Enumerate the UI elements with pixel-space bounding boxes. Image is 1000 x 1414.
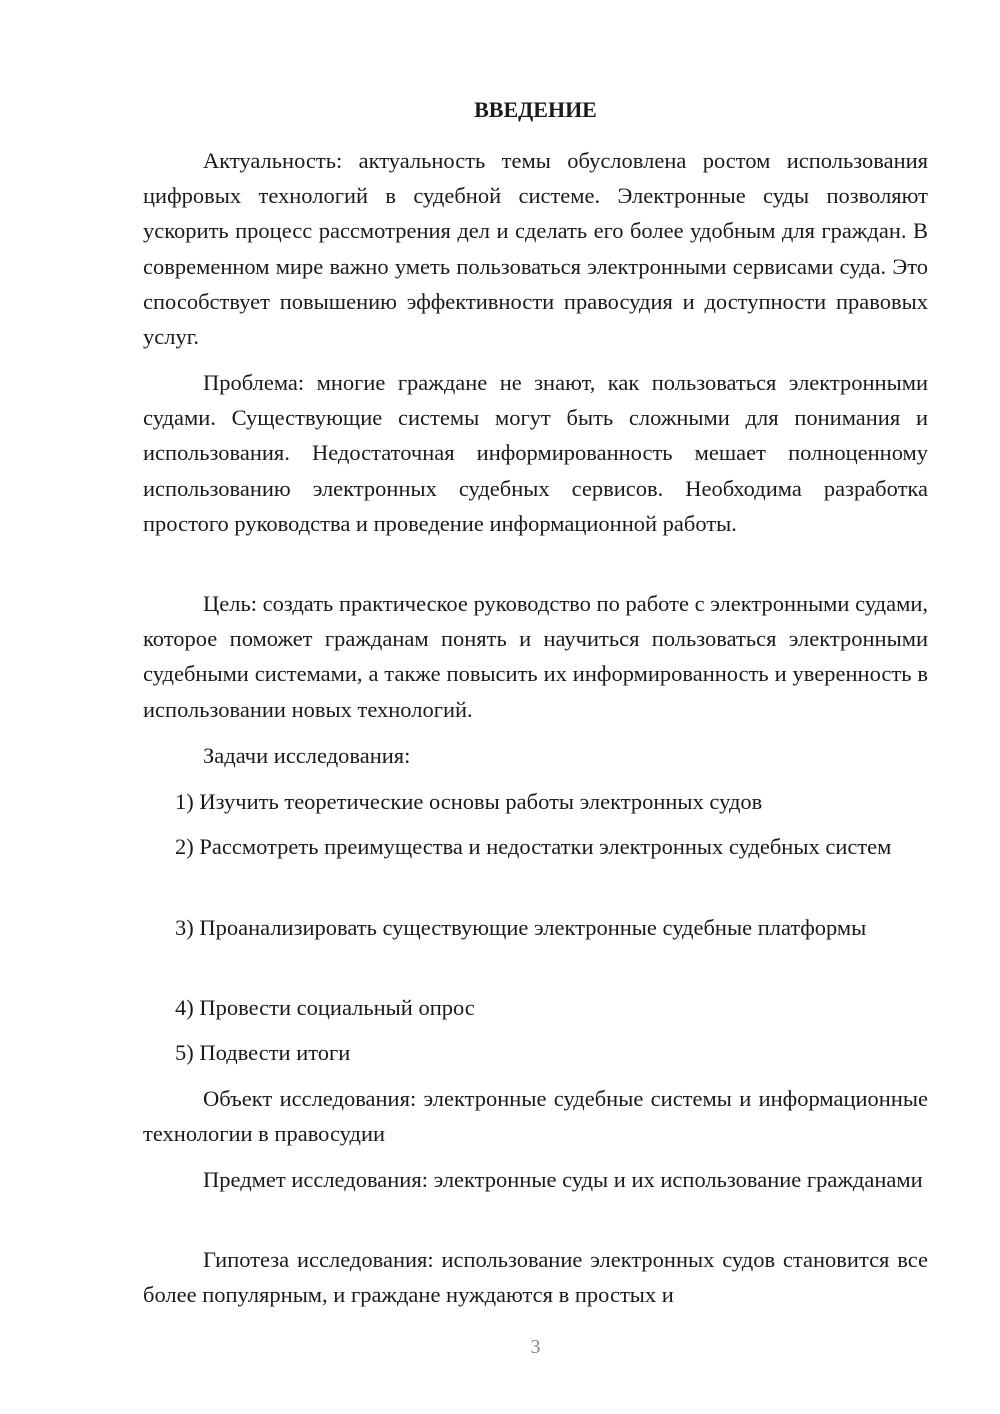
problem-paragraph: Проблема: многие граждане не знают, как пользоваться электронными судами. Существующие системы могут быть сложными для понимания и использования. Недостаточная информированность мешает полноценному использованию электронных судебных сервисов. Необходима разработка простого руководства и проведение информационной работы. [143,370,928,536]
task-item-5: 5) Подвести итоги [175,1040,351,1065]
task-item-2: 2) Рассмотреть преимущества и недостатки электронных судебных систем [175,834,892,859]
hypothesis-paragraph: Гипотеза исследования: использование электронных судов становится все более популярным, и граждане нуждаются в простых и [143,1247,928,1308]
task-item-4: 4) Провести социальный опрос [175,995,475,1020]
relevance-paragraph: Актуальность: актуальность темы обусловлена ростом использования цифровых технологий в судебной системе. Электронные суды позволяют ускорить процесс рассмотрения дел и сделать его более удобным для граждан. В современном мире важно уметь пользоваться электронными сервисами суда. Это способствует повышению эффективности правосудия и доступности правовых услуг. [143,148,928,350]
goal-paragraph: Цель: создать практическое руководство по работе с электронными судами, которое поможет гражданам понять и научиться пользоваться электронными судебными системами, а также повысить их информированность и уверенность в использовании новых технологий. [143,591,928,722]
task-item-3: 3) Проанализировать существующие электронные судебные платформы [175,915,867,940]
object-paragraph: Объект исследования: электронные судебные системы и информационные технологии в правосудии [143,1086,928,1147]
tasks-title: Задачи исследования: [203,743,411,768]
section-heading: ВВЕДЕНИЕ [474,97,597,122]
task-item-1: 1) Изучить теоретические основы работы электронных судов [175,789,763,814]
subject-paragraph: Предмет исследования: электронные суды и их использование гражданами [203,1167,923,1192]
page-number: 3 [530,1336,541,1358]
